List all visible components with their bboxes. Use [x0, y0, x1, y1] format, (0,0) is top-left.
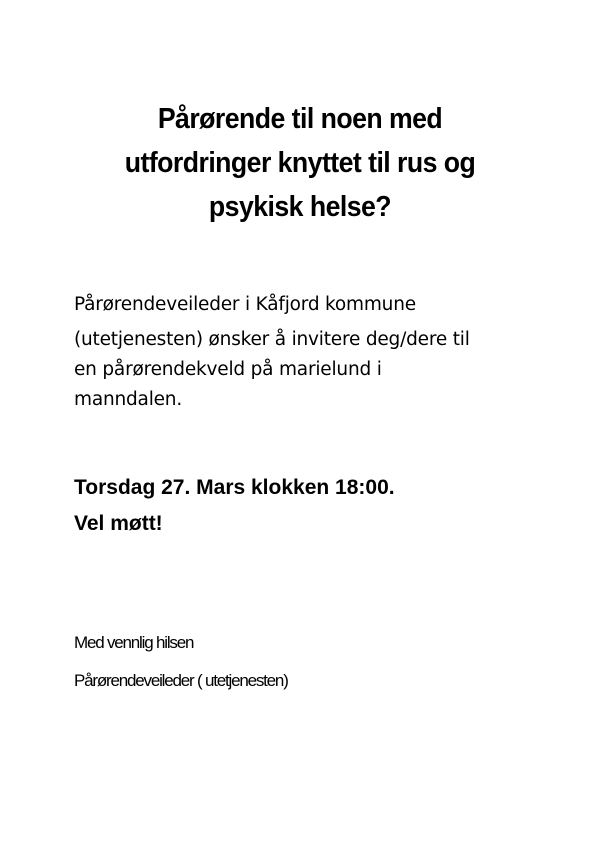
title-line-1: Pårørende til noen med: [157, 103, 443, 135]
signoff-sender: Pårørendeveileder ( utetjenesten): [74, 671, 288, 690]
event-details: [74, 470, 574, 542]
intro-line-4: manndalen.: [74, 389, 183, 410]
title-line-3: psykisk helse?: [208, 191, 392, 223]
page-title: [61, 97, 539, 229]
intro-line-1: Pårørendeveileder i Kåfjord kommune: [74, 294, 416, 315]
title-line-2: utfordringer knyttet til rus og: [124, 147, 476, 179]
signoff-greeting: Med vennlig hilsen: [74, 633, 194, 652]
event-datetime: Torsdag 27. Mars klokken 18:00.: [74, 476, 395, 499]
event-welcome: Vel møtt!: [74, 512, 163, 535]
signoff: [74, 624, 574, 700]
intro-line-2: (utetjenesten) ønsker å invitere deg/dere til: [74, 329, 470, 350]
intro-paragraph: [74, 290, 574, 415]
intro-line-3: en pårørendekveld på marielund i: [74, 359, 382, 380]
